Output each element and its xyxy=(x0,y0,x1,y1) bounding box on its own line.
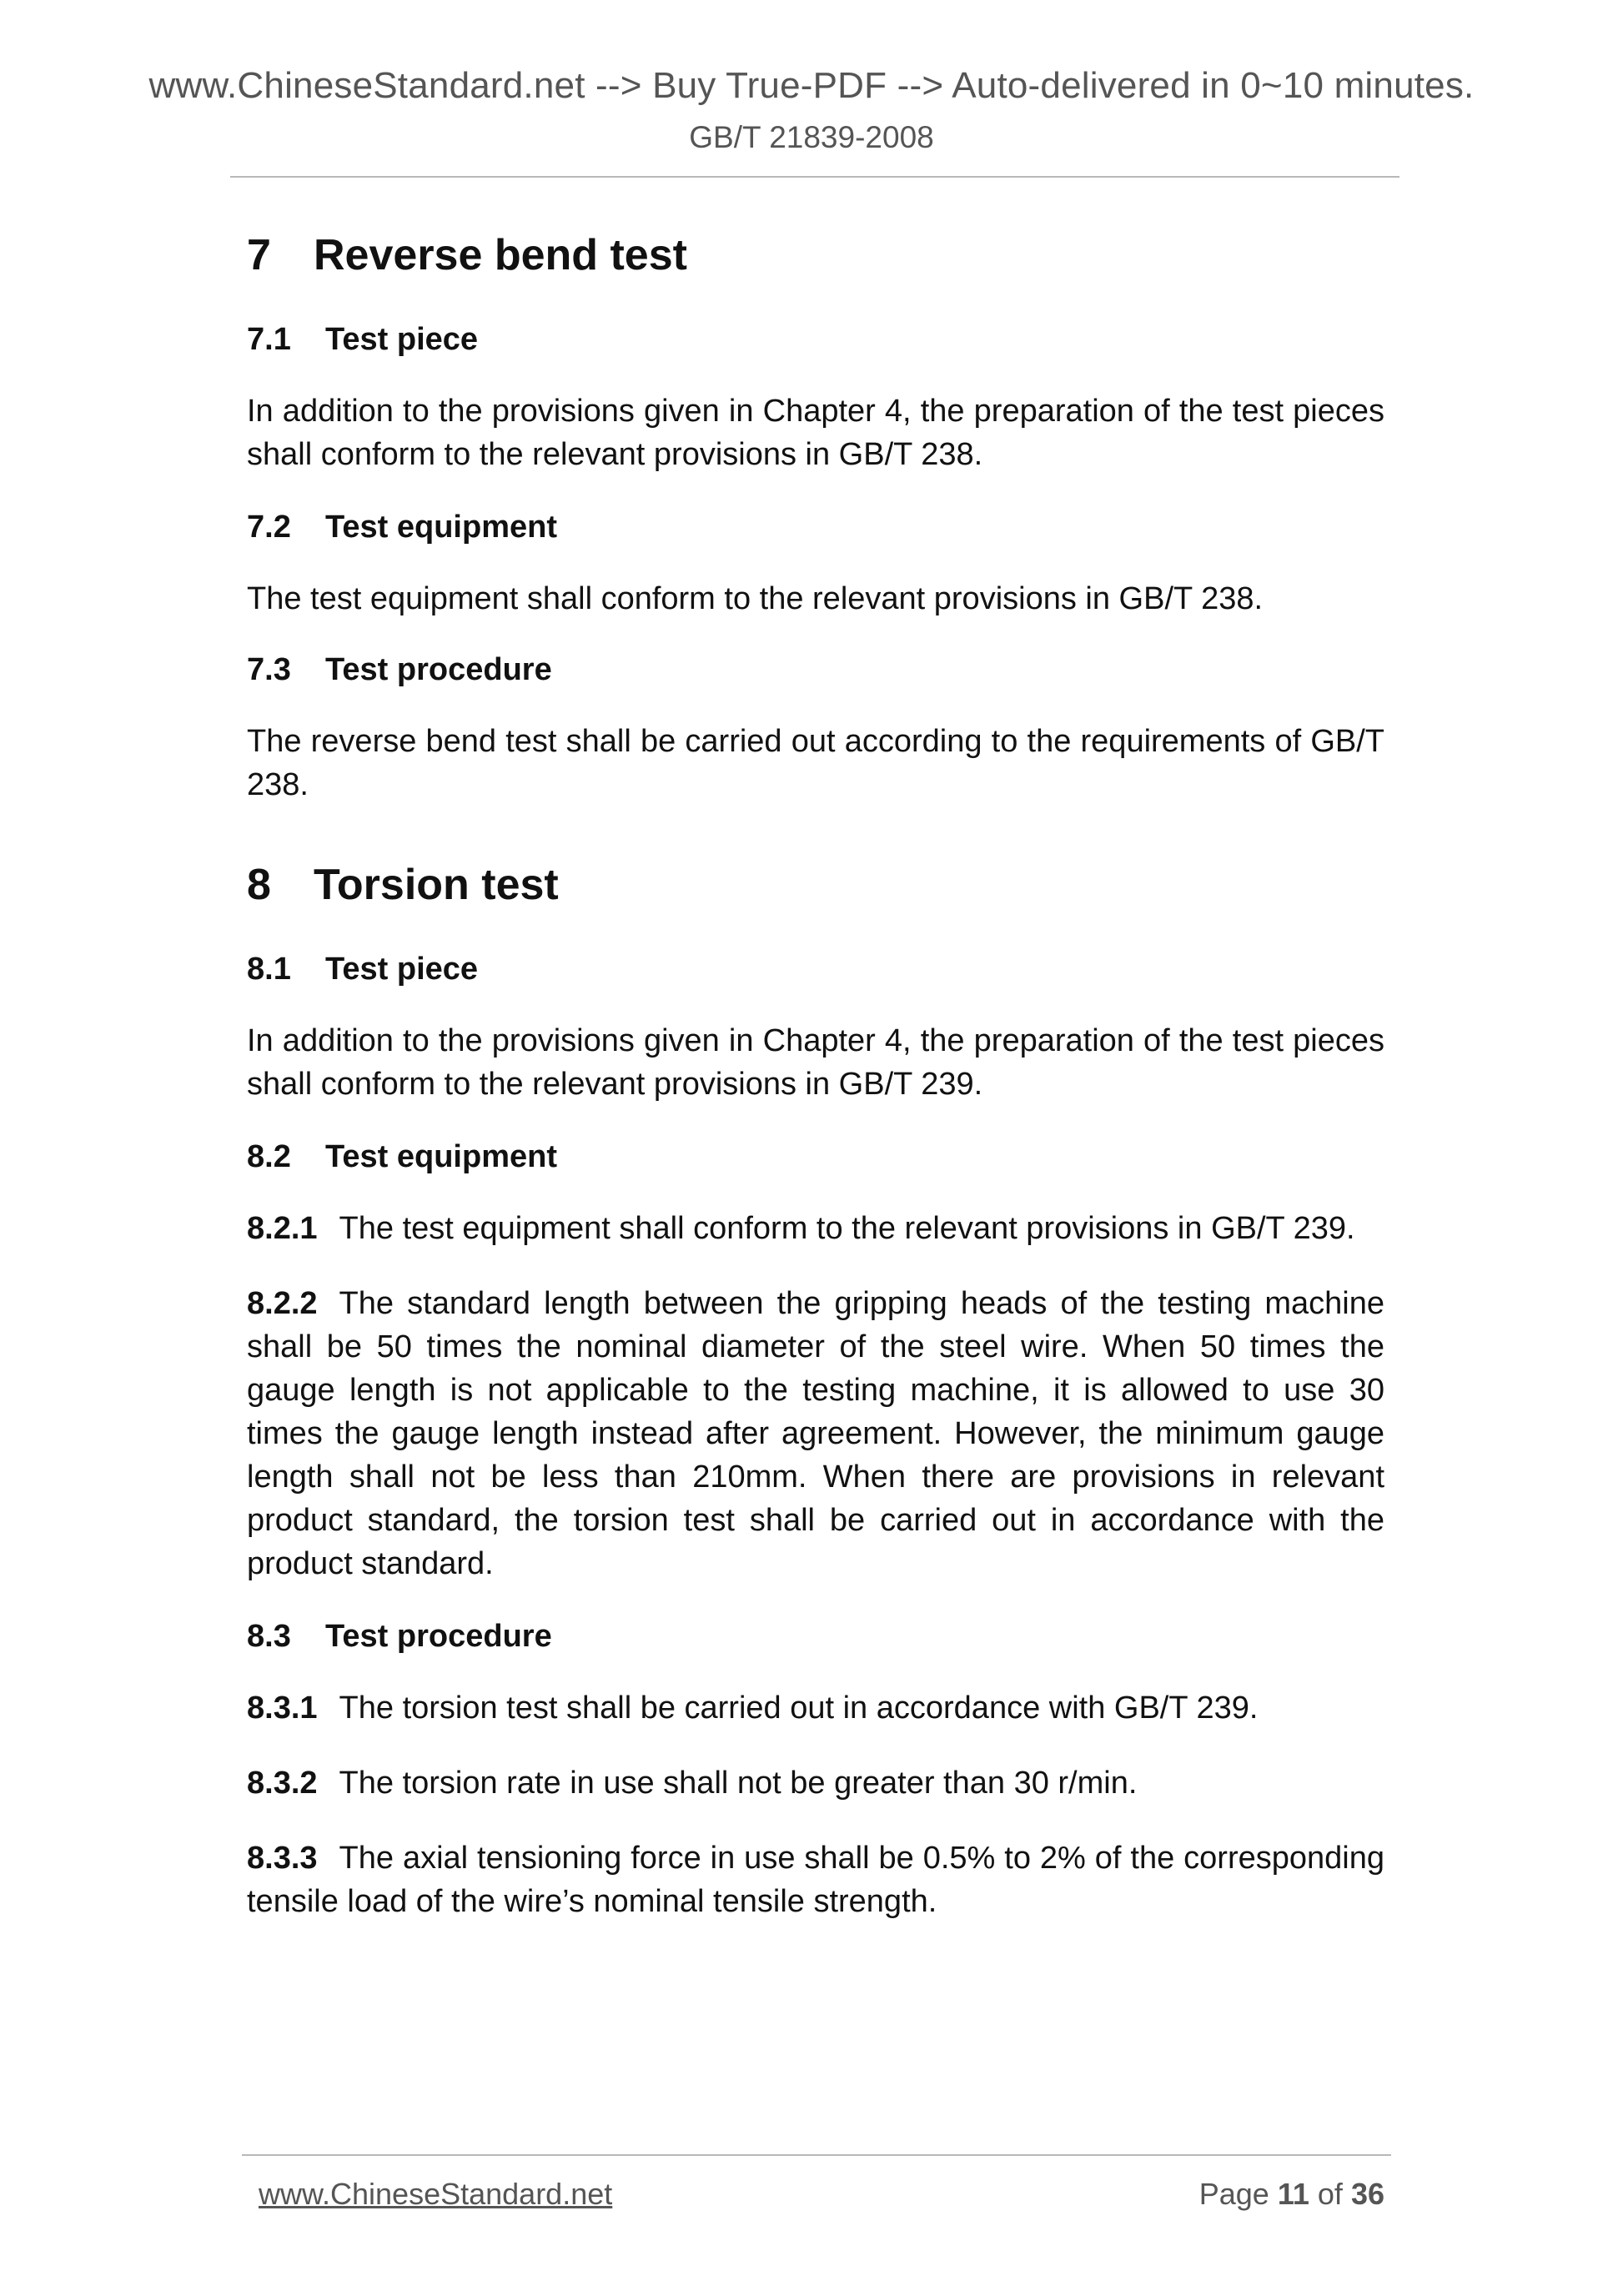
section-8-3-heading xyxy=(247,1619,1384,1655)
header-divider xyxy=(230,176,1399,178)
section-title: Test equipment xyxy=(325,510,557,545)
section-number: 7.1 xyxy=(247,322,291,357)
clause-8-2-1 xyxy=(247,1207,1384,1250)
section-number: 7.3 xyxy=(247,652,291,687)
clause-number: 8.3.2 xyxy=(247,1766,318,1801)
page-total: 36 xyxy=(1350,2177,1384,2211)
document-body xyxy=(247,217,1384,1923)
section-8-1-text: In addition to the provisions given in Chapter 4, the preparation of the test pieces shall conform to the relevant provisions in GB/T 239. xyxy=(247,1023,1384,1102)
clause-text: The axial tensioning force in use shall be 0.5% to 2% of the corresponding tensile load of the wire’s nominal tensile strength. xyxy=(247,1841,1384,1919)
clause-text: The torsion rate in use shall not be greater than 30 r/min. xyxy=(339,1766,1138,1801)
chapter-title: Reverse bend test xyxy=(314,231,687,279)
header-banner: www.ChineseStandard.net --> Buy True-PDF --> Auto-delivered in 0~10 minutes. xyxy=(148,65,1475,106)
clause-8-2-2 xyxy=(247,1282,1384,1585)
clause-text: The test equipment shall conform to the relevant provisions in GB/T 239. xyxy=(339,1211,1355,1246)
chapter-8-heading xyxy=(247,860,1384,910)
clause-number: 8.3.1 xyxy=(247,1691,318,1726)
section-title: Test procedure xyxy=(325,652,552,687)
section-7-3-heading xyxy=(247,652,1384,688)
section-7-2-text: The test equipment shall conform to the relevant provisions in GB/T 238. xyxy=(247,581,1264,616)
section-title: Test piece xyxy=(325,952,479,987)
section-title: Test procedure xyxy=(325,1619,552,1654)
of-word: of xyxy=(1317,2177,1343,2211)
clause-8-3-3 xyxy=(247,1836,1384,1923)
section-7-2-heading xyxy=(247,510,1384,545)
chapter-title: Torsion test xyxy=(314,861,559,909)
section-title: Test piece xyxy=(325,322,479,357)
clause-number: 8.2.1 xyxy=(247,1211,318,1246)
section-7-1-text: In addition to the provisions given in Chapter 4, the preparation of the test pieces shall conform to the relevant provisions in GB/T 238. xyxy=(247,394,1384,472)
clause-text: The standard length between the gripping heads of the testing machine shall be 50 times the nominal diameter of the steel wire. When 50 times the gauge length is not applicable to the testing machine, it is allowed to use 30 times the gauge length instead after agreement. However, the minimum gauge length shall not be less than 210mm. When there are provisions in relevant product standard, the torsion test shall be carried out in accordance with the product standard. xyxy=(247,1286,1384,1581)
clause-8-3-1 xyxy=(247,1686,1384,1730)
clause-text: The torsion test shall be carried out in accordance with GB/T 239. xyxy=(339,1691,1259,1726)
chapter-7-heading xyxy=(247,230,1384,280)
section-number: 8.3 xyxy=(247,1619,291,1654)
chapter-number: 7 xyxy=(247,231,271,279)
chapter-number: 8 xyxy=(247,861,271,909)
footer-divider xyxy=(242,2154,1391,2156)
standard-id: GB/T 21839-2008 xyxy=(689,120,934,154)
page-word: Page xyxy=(1198,2177,1269,2211)
clause-number: 8.3.3 xyxy=(247,1841,318,1876)
section-7-3-text: The reverse bend test shall be carried out according to the requirements of GB/T 238. xyxy=(247,724,1384,802)
section-number: 8.1 xyxy=(247,952,291,987)
section-7-1-heading xyxy=(247,322,1384,358)
page-current: 11 xyxy=(1277,2177,1309,2211)
section-8-2-heading xyxy=(247,1139,1384,1175)
footer-website-link[interactable]: www.ChineseStandard.net xyxy=(259,2177,613,2211)
section-8-1-heading xyxy=(247,952,1384,987)
clause-8-3-2 xyxy=(247,1761,1384,1805)
clause-number: 8.2.2 xyxy=(247,1286,318,1321)
section-number: 8.2 xyxy=(247,1139,291,1174)
section-title: Test equipment xyxy=(325,1139,557,1174)
page-indicator xyxy=(1199,2177,1384,2212)
section-number: 7.2 xyxy=(247,510,291,545)
